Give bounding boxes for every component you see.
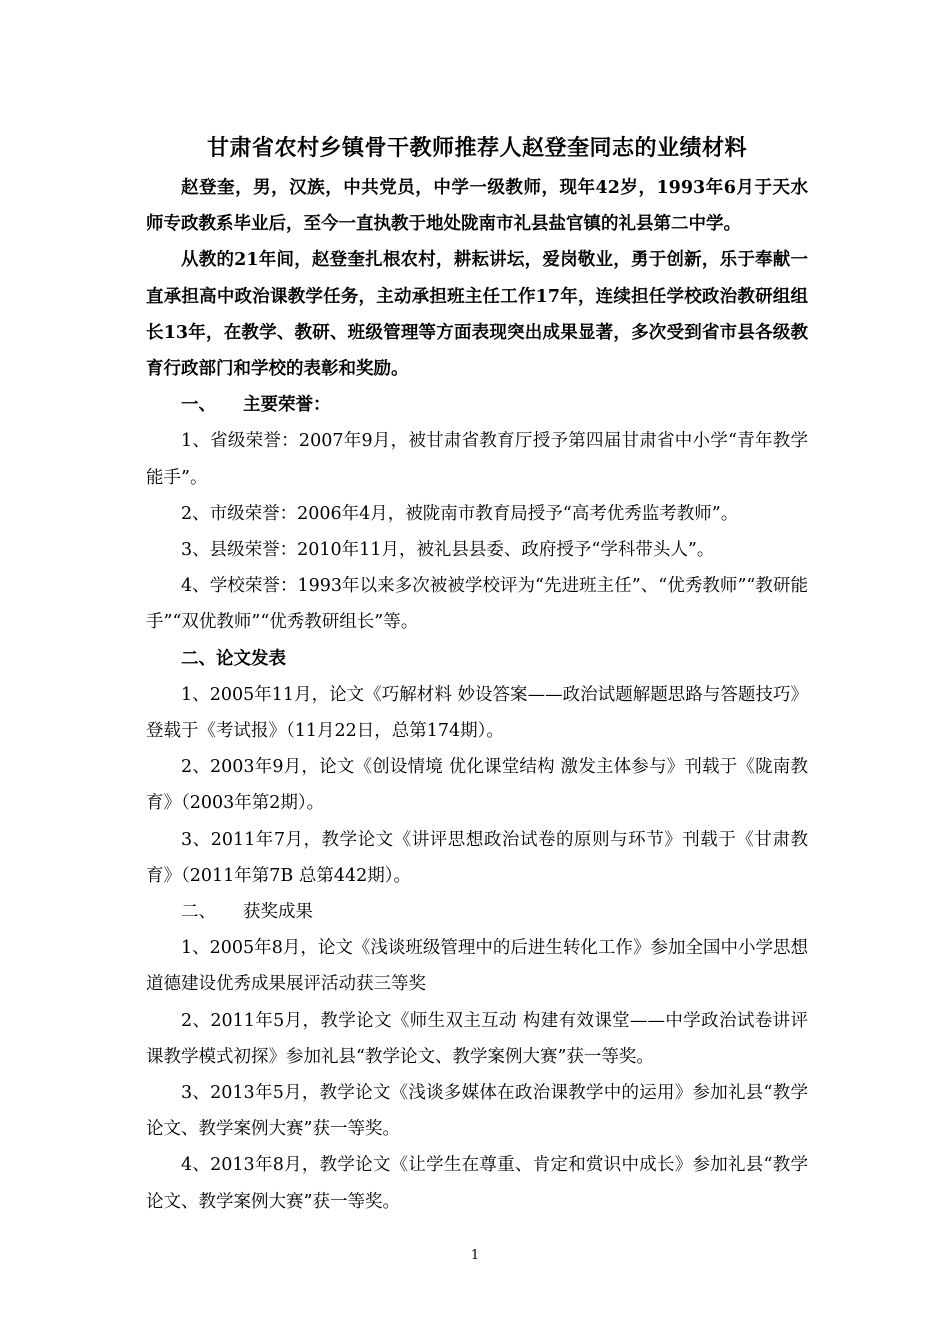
list-item: 1、省级荣誉：2007年9月，被甘肃省教育厅授予第四届甘肃省中小学“青年教学能手”。 xyxy=(146,431,808,488)
list-item: 1、2005年8月，论文《浅谈班级管理中的后进生转化工作》参加全国中小学思想道德建设优秀成果展评活动获三等奖 xyxy=(146,938,808,995)
section-number: 二、 xyxy=(181,902,216,923)
intro-paragraph: 赵登奎，男，汉族，中共党员，中学一级教师，现年42岁，1993年6月于天水师专政教系毕业后，至今一直执教于地处陇南市礼县盐官镇的礼县第二中学。 xyxy=(146,178,808,235)
intro-paragraph: 从教的21年间，赵登奎扎根农村，耕耘讲坛，爱岗敬业，勇于创新，乐于奉献一直承担高中政治课教学任务，主动承担班主任工作17年，连续担任学校政治教研组组长13年，在教学、教研、班级管理等方面表现突出成果显著，多次受到省市县各级教育行政部门和学校的表彰和奖励。 xyxy=(146,250,808,380)
list-item: 1、2005年11月，论文《巧解材料 妙设答案——政治试题解题思路与答题技巧》登载于《考试报》（11月22日，总第174期）。 xyxy=(146,684,808,742)
document-title: 甘肃省农村乡镇骨干教师推荐人赵登奎同志的业绩材料 xyxy=(206,135,747,161)
section-number: 一、 xyxy=(181,395,216,416)
list-item: 2、市级荣誉：2006年4月，被陇南市教育局授予“高考优秀监考教师”。 xyxy=(181,503,739,524)
section-heading-awards xyxy=(146,894,808,930)
section-number: 二、 xyxy=(181,648,216,669)
list-item: 3、县级荣誉：2010年11月，被礼县县委、政府授予“学科带头人”。 xyxy=(181,540,715,561)
page-number: 1 xyxy=(470,1248,480,1263)
list-item: 3、2011年7月，教学论文《讲评思想政治试卷的原则与环节》刊载于《甘肃教育》（2011年第7B 总第442期）。 xyxy=(146,829,808,886)
document-body xyxy=(146,126,808,1220)
section-title: 主要荣誉： xyxy=(243,395,331,416)
list-item: 3、2013年5月，教学论文《浅谈多媒体在政治课教学中的运用》参加礼县“教学论文、教学案例大赛”获一等奖。 xyxy=(146,1083,808,1140)
section-heading-papers xyxy=(146,641,808,677)
list-item: 2、2011年5月，教学论文《师生双主互动 构建有效课堂——中学政治试卷讲评课教学模式初探》参加礼县“教学论文、教学案例大赛”获一等奖。 xyxy=(146,1010,808,1067)
list-item: 4、学校荣誉：1993年以来多次被被学校评为“先进班主任”、“优秀教师”“教研能手”“双优教师”“优秀教研组长”等。 xyxy=(146,576,808,633)
section-title: 论文发表 xyxy=(216,648,286,669)
section-title: 获奖成果 xyxy=(243,902,313,923)
section-heading-honors xyxy=(146,387,808,423)
list-item: 4、2013年8月，教学论文《让学生在尊重、肯定和赏识中成长》参加礼县“教学论文、教学案例大赛”获一等奖。 xyxy=(146,1155,808,1212)
list-item: 2、2003年9月，论文《创设情境 优化课堂结构 激发主体参与》刊载于《陇南教育》（2003年第2期）。 xyxy=(146,757,808,814)
